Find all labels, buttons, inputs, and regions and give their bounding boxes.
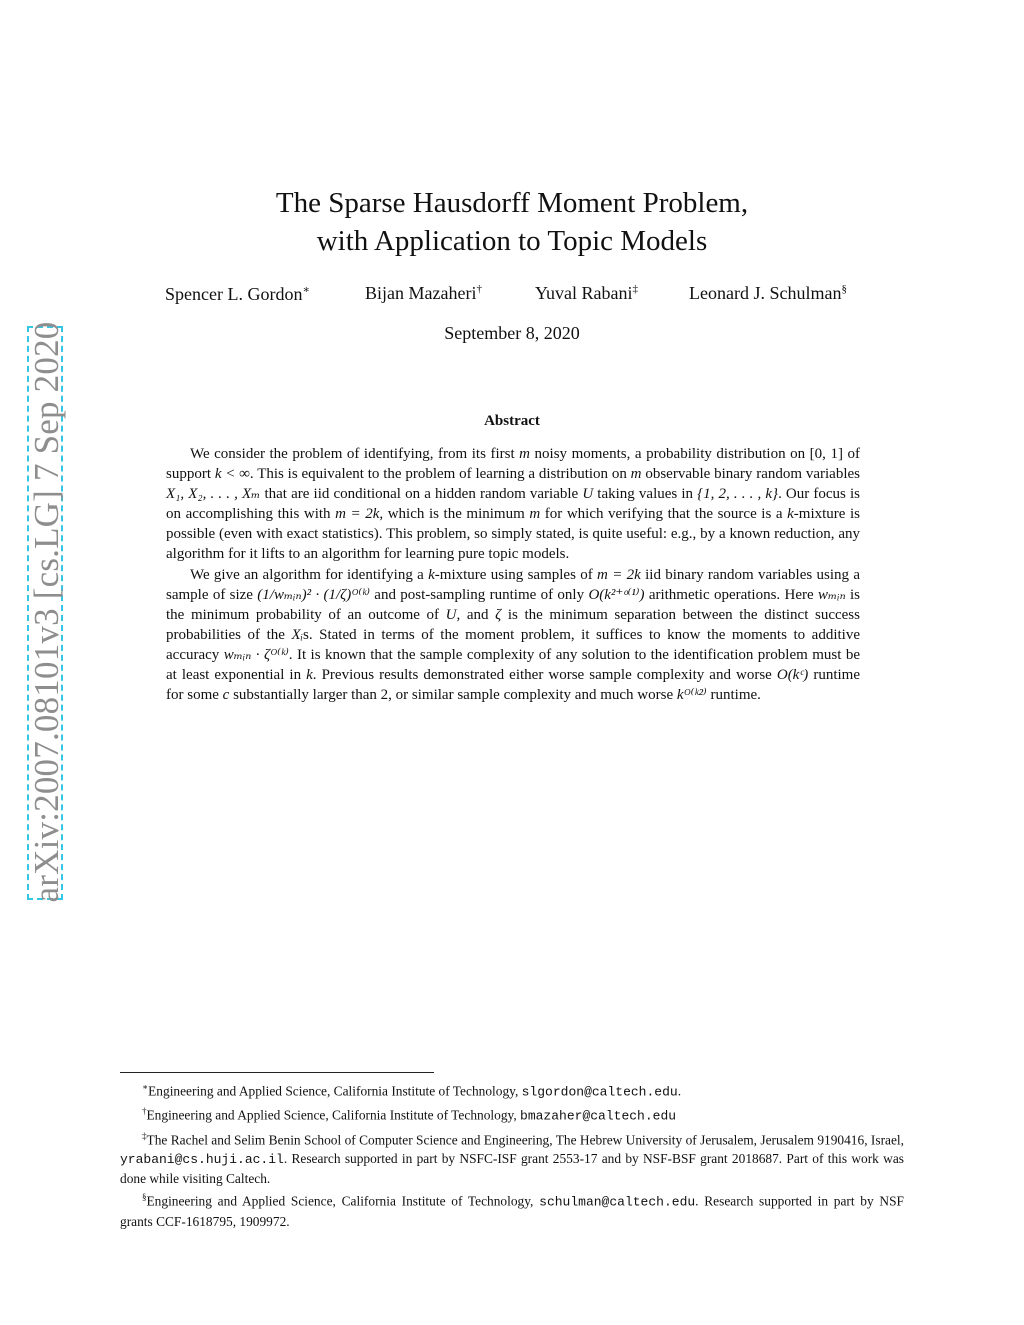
email-link[interactable]: yrabani@cs.huji.ac.il bbox=[120, 1151, 284, 1167]
email-link[interactable]: schulman@caltech.edu bbox=[539, 1194, 696, 1210]
footnote-mazaheri: †Engineering and Applied Science, California Institute of Technology, bmazaher@caltech.edu bbox=[142, 1106, 677, 1124]
abstract-heading: Abstract bbox=[484, 413, 540, 429]
author-gordon: Spencer L. Gordon∗ bbox=[165, 284, 310, 304]
footnote-schulman: §Engineering and Applied Science, California Institute of Technology, schulman@caltech.edu. Research supported in part by NSF grants CCF-1618795, 1909972. bbox=[120, 1192, 904, 1229]
email-link[interactable]: slgordon@caltech.edu bbox=[521, 1084, 678, 1100]
footnote-rabani: ‡The Rachel and Selim Benin School of Computer Science and Engineering, The Hebrew University of Jerusalem, Jerusalem 9190416, Israel, yrabani@cs.huji.ac.il. Research supported in part by NSFC-ISF grant 2553-17 and by NSF-BSF grant 2018687. Part of this work was done while visiting Caltech. bbox=[120, 1130, 905, 1186]
title-line-1: The Sparse Hausdorff Moment Problem, bbox=[275, 187, 749, 219]
email-link[interactable]: bmazaher@caltech.edu bbox=[520, 1108, 677, 1124]
author-schulman: Leonard J. Schulman§ bbox=[689, 283, 847, 303]
arxiv-identifier[interactable]: arXiv:2007.08101v3 [cs.LG] 7 Sep 2020 bbox=[27, 321, 66, 903]
footnote-gordon: ∗Engineering and Applied Science, California Institute of Technology, slgordon@caltech.edu. bbox=[142, 1082, 682, 1100]
footnote-divider bbox=[120, 1072, 434, 1073]
author-footnote-mark[interactable]: † bbox=[476, 283, 482, 295]
author-footnote-mark[interactable]: ‡ bbox=[632, 283, 638, 295]
abstract-body bbox=[166, 444, 860, 705]
author-footnote-mark[interactable]: ∗ bbox=[302, 284, 310, 296]
paper-date: September 8, 2020 bbox=[444, 323, 580, 343]
author-footnote-mark[interactable]: § bbox=[841, 283, 847, 295]
author-mazaheri: Bijan Mazaheri† bbox=[365, 283, 482, 303]
author-rabani: Yuval Rabani‡ bbox=[535, 283, 638, 303]
paper-title bbox=[0, 184, 1024, 260]
title-line-2: with Application to Topic Models bbox=[316, 225, 708, 257]
footnotes bbox=[120, 1078, 904, 1231]
abstract-paragraph-2: We give an algorithm for identifying a k-mixture using samples of m = 2k iid binary random variables using a sample of size (1/wₘᵢₙ)² · (1/ζ)ᴼ⁽ᵏ⁾ and post-sampling runtime of only O(k²⁺ᵒ⁽¹⁾) arithmetic operations. Here wₘᵢₙ is the minimum probability of an outcome of U, and ζ is the minimum separation between the distinct success probabilities of the Xᵢs. Stated in terms of the moment problem, it suffices to know the moments to additive accuracy wₘᵢₙ · ζᴼ⁽ᵏ⁾. It is known that the sample complexity of any solution to the identification problem must be at least exponential in k. Previous results demonstrated either worse sample complexity and worse O(kᶜ) runtime for some c substantially larger than 2, or similar sample complexity and much worse kᴼ⁽ᵏ²⁾ runtime. bbox=[166, 566, 861, 704]
abstract-paragraph-1: We consider the problem of identifying, from its first m noisy moments, a probability distribution on [0, 1] of support k < ∞. This is equivalent to the problem of learning a distribution on m observable binary random variables X₁, X₂, . . . , Xₘ that are iid conditional on a hidden random variable U taking values in {1, 2, . . . , k}. Our focus is on accomplishing this with m = 2k, which is the minimum m for which verifying that the source is a k-mixture is possible (even with exact statistics). This problem, so simply stated, is quite useful: e.g., by a known reduction, any algorithm for it lifts to an algorithm for learning pure topic models. bbox=[166, 446, 861, 563]
